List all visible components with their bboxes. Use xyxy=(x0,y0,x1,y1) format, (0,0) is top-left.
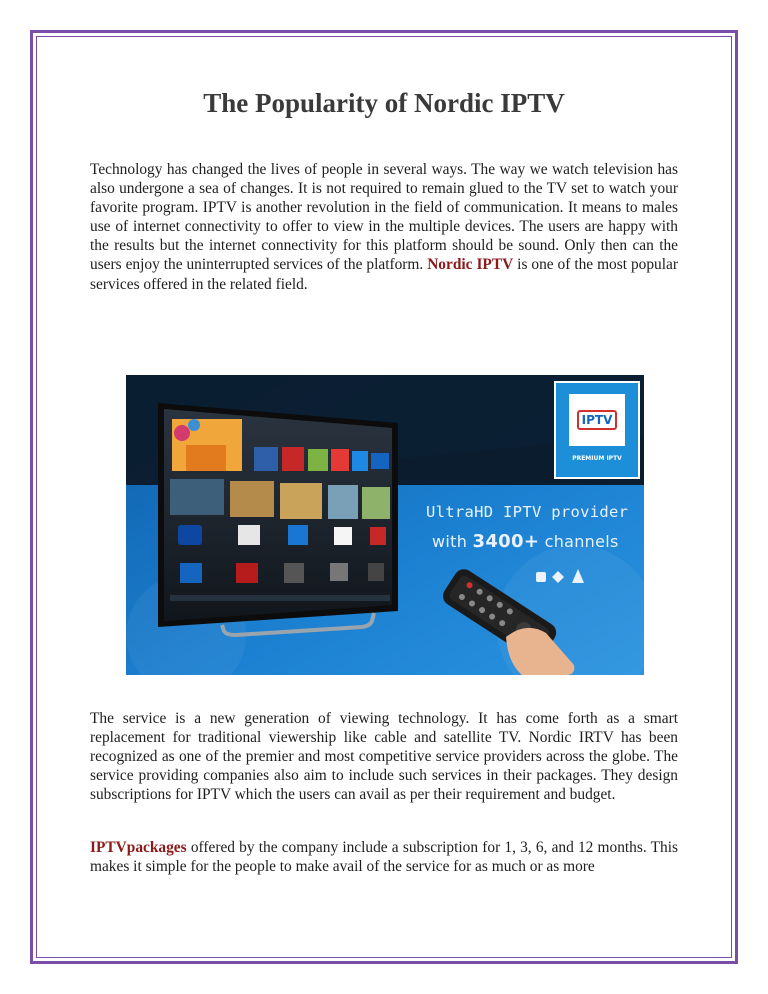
nordic-iptv-link[interactable]: Nordic IPTV xyxy=(427,256,514,274)
iptv-promo-image xyxy=(126,375,644,675)
intro-paragraph: Technology has changed the lives of people in several ways. The way we watch television has also undergone a sea of changes. It is not required to remain glued to the TV set to watch your favorite program. IPTV is another revolution in the field of communication. It means to males use of internet connectivity to offer to view in the multiple devices. The users are happy with the results but the internet connectivity for this platform should be sound. Only then can the users enjoy the uninterrupted services of the platform. Nordic IPTV is one of the most popular services offered in the related field. xyxy=(90,161,678,293)
page-title: The Popularity of Nordic IPTV xyxy=(203,88,565,118)
iptv-logo-text: IPTV xyxy=(577,410,618,430)
promo-headline: UltraHD IPTV provider xyxy=(426,503,629,521)
logo-caption: PREMIUM IPTV xyxy=(572,455,622,462)
service-paragraph: The service is a new generation of viewing technology. It has come forth as a smart replacement for traditional viewership like cable and satellite TV. Nordic IRTV has been recognized as one of the premier and most competitive service providers across the globe. The service providing companies also aim to include such services in their packages. They design subscriptions for IPTV which the users can avail as per their requirement and budget. xyxy=(90,710,678,804)
promo-channels: with 3400+ channels xyxy=(432,531,619,552)
premium-iptv-logo xyxy=(554,381,640,479)
packages-paragraph: IPTVpackages offered by the company include a subscription for 1, 3, 6, and 12 months. This makes it simple for the people to make avail of the service for as much or as more xyxy=(90,839,678,876)
android-icon xyxy=(536,572,546,582)
iptv-packages-link[interactable]: IPTVpackages xyxy=(90,839,187,856)
